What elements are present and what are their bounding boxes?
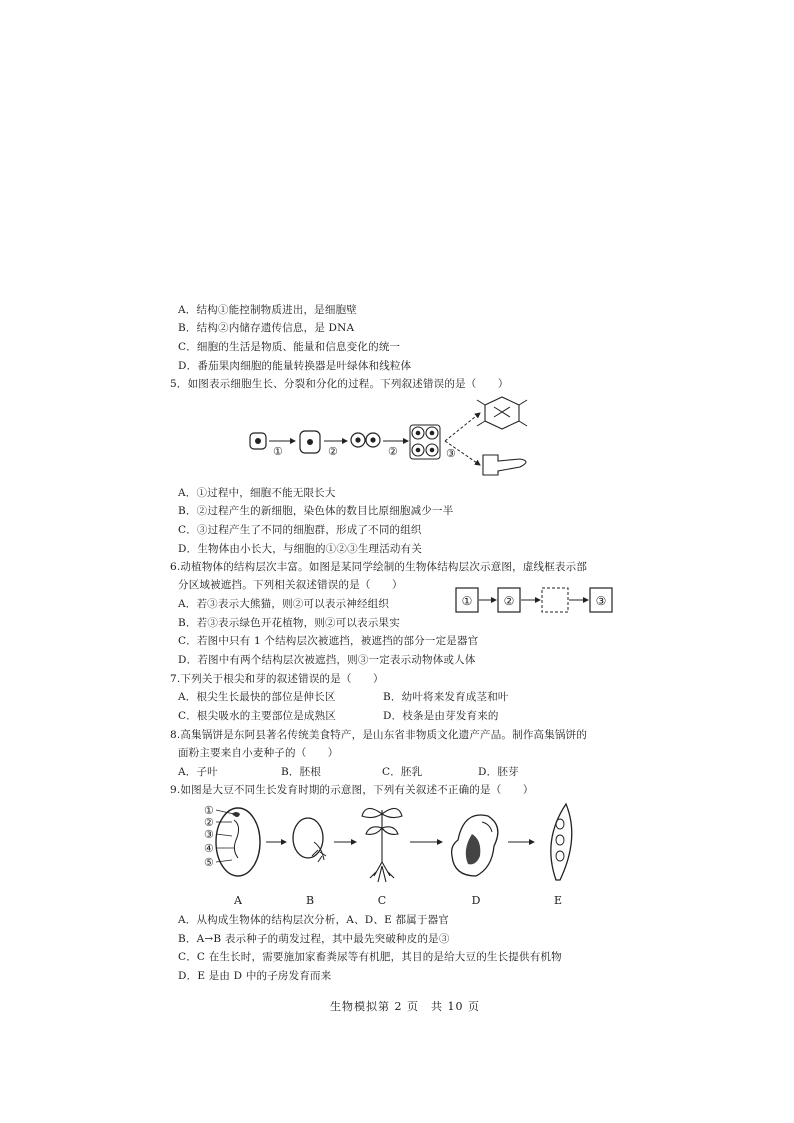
q9-stem: 9.如图是大豆不同生长发育时期的示意图，下列有关叙述不正确的是（ ） [170, 784, 534, 796]
germinating-seed-b [293, 818, 326, 862]
part-number-4: ④ [204, 842, 214, 855]
q4-option-a: A．结构①能控制物质进出，是细胞壁 [178, 304, 357, 316]
q6-option-a: A．若③表示大熊猫，则②可以表示神经组织 [178, 598, 390, 610]
q6-stem-line2: 分区域被遮挡。下列相关叙述错误的是（ ） [178, 579, 403, 591]
process-label-2b: ② [388, 445, 398, 458]
stage-label-c: C [377, 894, 387, 907]
box-label-3: ③ [595, 594, 607, 608]
stage-label-d: D [471, 894, 481, 907]
stage-label-e: E [553, 894, 563, 907]
seed-label-lines [216, 810, 234, 862]
q6-stem-line1: 6.动植物体的结构层次丰富。如图是某同学绘制的生物体结构层次示意图，虚线框表示部 [170, 561, 588, 573]
q5-cell-process-figure [240, 395, 540, 477]
process-label-2a: ② [328, 445, 338, 458]
q9-option-b: B．A→B 表示种子的萌发过程，其中最先突破种皮的是③ [178, 933, 450, 945]
box-label-2: ② [503, 594, 515, 608]
four-cells [410, 425, 440, 459]
process-label-3: ③ [446, 447, 456, 460]
q4-option-d: D．番茄果肉细胞的能量转换器是叶绿体和线粒体 [178, 360, 412, 372]
stage-label-b: B [305, 894, 315, 907]
q8-option-a: A．子叶 [178, 766, 218, 778]
q9-soybean-growth-figure [196, 800, 586, 910]
pod-e [551, 804, 572, 880]
seedling-c [362, 808, 402, 882]
grown-cell [300, 431, 320, 453]
q5-option-b: B．②过程产生的新细胞，染色体的数目比原细胞减少一半 [178, 505, 454, 517]
root-hair-cell [483, 455, 526, 475]
q8-stem-line1: 8.高集锅饼是东阿县著名传统美食特产，是山东省非物质文化遗产产品。制作高集锅饼的 [170, 729, 588, 741]
q8-option-c: C．胚乳 [382, 766, 423, 778]
q4-option-b: B．结构②内储存遗传信息，是 DNA [178, 322, 355, 334]
q9-option-c: C．C 在生长时，需要施加家畜粪尿等有机肥，其目的是给大豆的生长提供有机物 [178, 951, 562, 963]
q9-option-d: D．E 是由 D 中的子房发育而来 [178, 970, 332, 982]
flower-d [452, 815, 498, 876]
q8-option-b: B．胚根 [281, 766, 322, 778]
q5-option-c: C．③过程产生了不同的细胞群，形成了不同的组织 [178, 524, 422, 536]
part-number-2: ② [204, 816, 214, 829]
q5-option-d: D．生物体由小长大，与细胞的①②③生理活动有关 [178, 543, 423, 555]
q4-option-c: C．细胞的生活是物质、能量和信息变化的统一 [178, 341, 401, 353]
q6-option-b: B．若③表示绿色开花植物，则②可以表示果实 [178, 617, 400, 629]
box-label-1: ① [461, 594, 473, 608]
process-label-1: ① [273, 445, 283, 458]
page-footer: 生物模拟第 2 页 共 10 页 [330, 1000, 480, 1013]
part-number-3: ③ [204, 828, 214, 841]
stage-label-a: A [234, 894, 242, 907]
part-number-5: ⑤ [204, 856, 214, 869]
q6-option-d: D．若图中有两个结构层次被遮挡，则③一定表示动物体或人体 [178, 654, 476, 666]
q8-option-d: D．胚芽 [478, 766, 519, 778]
q6-structure-level-figure [452, 584, 622, 616]
hidden-level-box [542, 588, 568, 612]
q7-option-c: C．根尖吸水的主要部位是成熟区 [178, 710, 337, 722]
q7-option-b: B．幼叶将来发育成茎和叶 [383, 691, 509, 703]
q7-stem: 7.下列关于根尖和芽的叙述错误的是（ ） [170, 673, 384, 685]
q9-option-a: A．从构成生物体的结构层次分析，A、D、E 都属于器官 [178, 914, 449, 926]
nerve-cell [477, 397, 527, 429]
q6-option-c: C．若图中只有 1 个结构层次被遮挡，被遮挡的部分一定是器官 [178, 635, 479, 647]
q5-option-a: A．①过程中，细胞不能无限长大 [178, 487, 336, 499]
q8-stem-line2: 面粉主要来自小麦种子的（ ） [178, 747, 339, 759]
seed-a [216, 808, 260, 876]
q7-option-a: A．根尖生长最快的部位是伸长区 [178, 691, 336, 703]
q7-option-d: D．枝条是由芽发育来的 [383, 710, 499, 722]
single-cell [250, 433, 266, 449]
part-number-1: ① [204, 804, 214, 817]
two-cells [351, 433, 380, 447]
q5-stem: 5．如图表示细胞生长、分裂和分化的过程。下列叙述错误的是（ ） [170, 378, 509, 390]
